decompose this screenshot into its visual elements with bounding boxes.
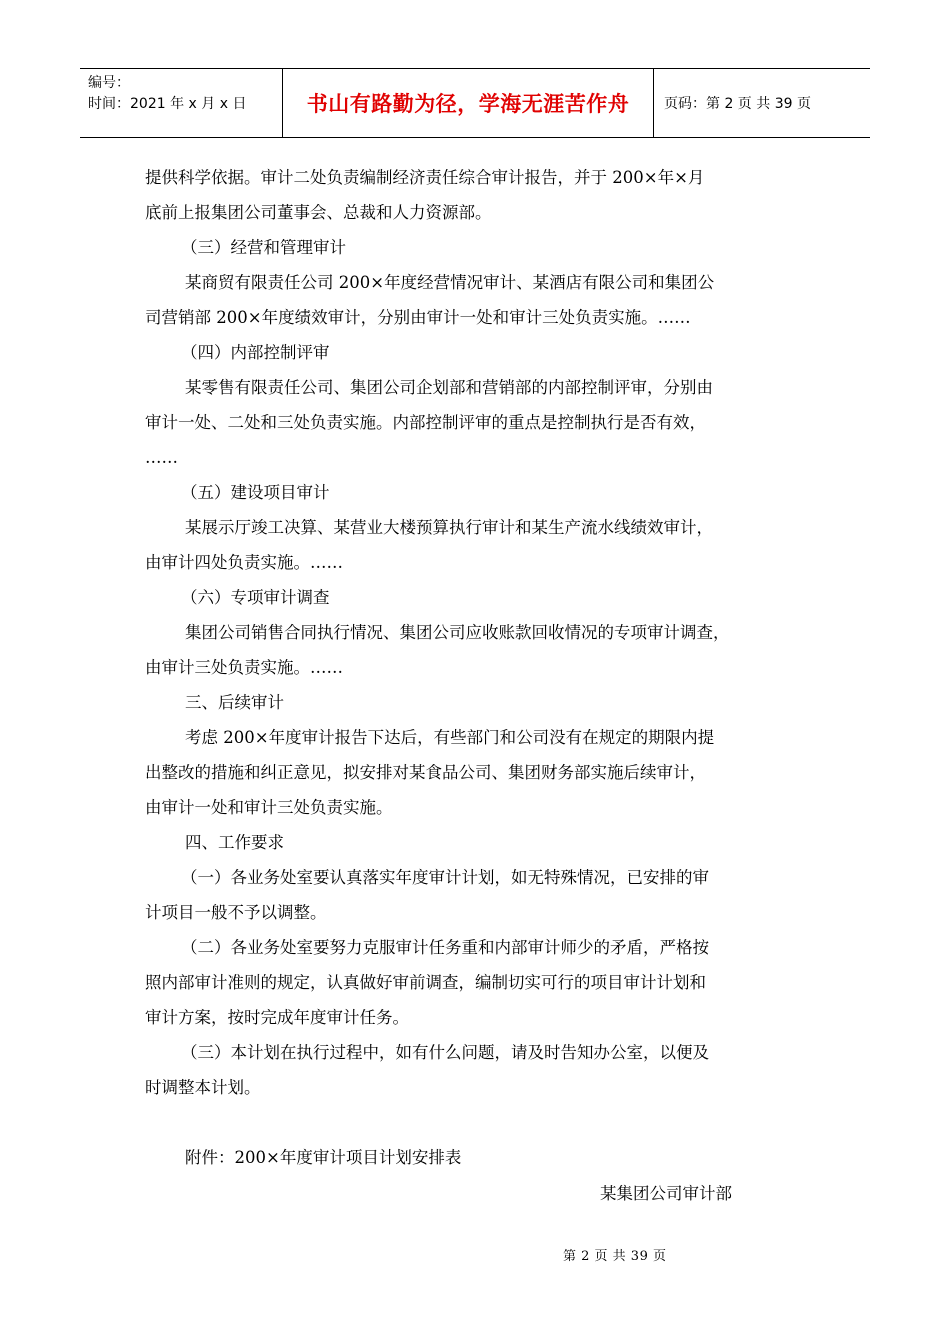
body-line: 照内部审计准则的规定，认真做好审前调查，编制切实可行的项目审计计划和 [145, 973, 706, 992]
document-body [145, 160, 805, 1175]
blank-line [145, 1105, 805, 1140]
body-line: 司营销部 200×年度绩效审计，分别由审计一处和审计三处负责实施。…… [145, 308, 691, 327]
page-footer: 第 2 页 共 39 页 [563, 1249, 667, 1264]
body-line: 底前上报集团公司董事会、总裁和人力资源部。 [145, 203, 492, 222]
body-line: 审计方案，按时完成年度审计任务。 [145, 1008, 409, 1027]
body-line: 时调整本计划。 [145, 1078, 261, 1097]
header-motto: 书山有路勤为径，学海无涯苦作舟 [282, 69, 654, 137]
body-line: 集团公司销售合同执行情况、集团公司应收账款回收情况的专项审计调查， [185, 623, 730, 642]
header-page-code: 页码：第 2 页 共 39 页 [664, 96, 811, 112]
body-line: …… [145, 448, 178, 467]
document-number-label: 编号： [88, 75, 130, 91]
signature: 某集团公司审计部 [600, 1184, 732, 1203]
document-date: 时间：2021 年 x 月 x 日 [88, 96, 247, 112]
section-heading: （六）专项审计调查 [181, 588, 330, 607]
body-line: （一）各业务处室要认真落实年度审计计划，如无特殊情况，已安排的审 [181, 868, 709, 887]
section-heading: （三）经营和管理审计 [181, 238, 346, 257]
body-line: 审计一处、二处和三处负责实施。内部控制评审的重点是控制执行是否有效， [145, 413, 706, 432]
header-meta [80, 69, 282, 137]
body-line: （三）本计划在执行过程中，如有什么问题，请及时告知办公室，以便及 [181, 1043, 709, 1062]
attachment-line: 附件：200×年度审计项目计划安排表 [185, 1148, 462, 1167]
body-line: 由审计四处负责实施。…… [145, 553, 343, 572]
page-header [80, 68, 870, 138]
section-heading: （五）建设项目审计 [181, 483, 330, 502]
body-line: 由审计一处和审计三处负责实施。 [145, 798, 393, 817]
body-line: 某零售有限责任公司、集团公司企划部和营销部的内部控制评审，分别由 [185, 378, 713, 397]
body-line: 某商贸有限责任公司 200×年度经营情况审计、某酒店有限公司和集团公 [185, 273, 715, 292]
body-line: 由审计三处负责实施。…… [145, 658, 343, 677]
section-heading: （四）内部控制评审 [181, 343, 330, 362]
section-heading: 三、后续审计 [185, 693, 284, 712]
body-line: 出整改的措施和纠正意见，拟安排对某食品公司、集团财务部实施后续审计， [145, 763, 706, 782]
body-line: 考虑 200×年度审计报告下达后，有些部门和公司没有在规定的期限内提 [185, 728, 715, 747]
body-line: 提供科学依据。审计二处负责编制经济责任综合审计报告，并于 200×年×月 [145, 168, 705, 187]
body-line: 某展示厅竣工决算、某营业大楼预算执行审计和某生产流水线绩效审计， [185, 518, 713, 537]
body-line: 计项目一般不予以调整。 [145, 903, 327, 922]
body-line: （二）各业务处室要努力克服审计任务重和内部审计师少的矛盾，严格按 [181, 938, 709, 957]
section-heading: 四、工作要求 [185, 833, 284, 852]
